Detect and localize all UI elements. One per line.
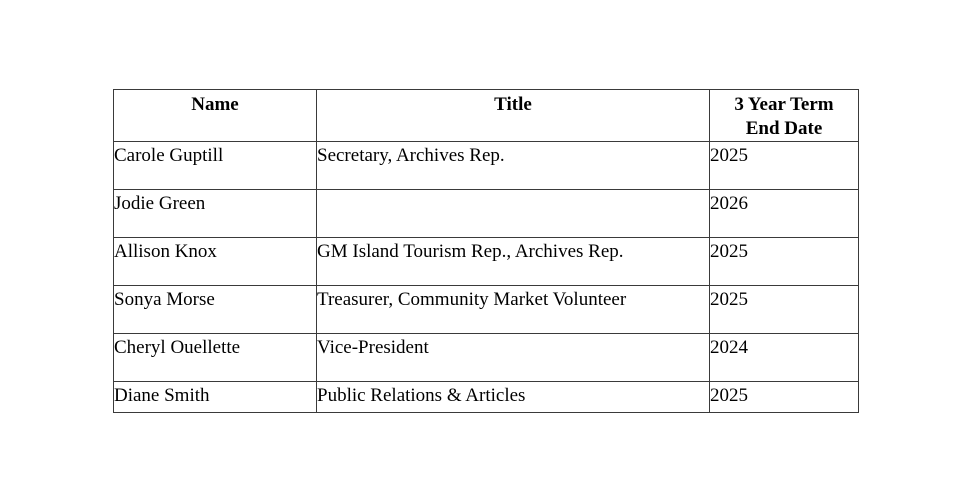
cell-name: Cheryl Ouellette (114, 334, 317, 382)
cell-end-date: 2025 (710, 286, 859, 334)
cell-title: Public Relations & Articles (317, 382, 710, 413)
header-term-line2: End Date (745, 118, 823, 139)
table-row (114, 286, 859, 334)
cell-title: Vice-President (317, 334, 710, 382)
cell-name: Carole Guptill (114, 142, 317, 190)
table-row (114, 238, 859, 286)
cell-title: GM Island Tourism Rep., Archives Rep. (317, 238, 710, 286)
cell-end-date: 2026 (710, 190, 859, 238)
table-row (114, 190, 859, 238)
cell-name: Sonya Morse (114, 286, 317, 334)
cell-title: Treasurer, Community Market Volunteer (317, 286, 710, 334)
board-members-table (113, 89, 859, 413)
header-name: Name (114, 90, 317, 142)
table-header-row (114, 90, 859, 142)
cell-end-date: 2025 (710, 382, 859, 413)
table-row (114, 142, 859, 190)
table-row (114, 334, 859, 382)
table-row (114, 382, 859, 413)
cell-title: Secretary, Archives Rep. (317, 142, 710, 190)
header-term-line1: 3 Year Term (734, 94, 834, 115)
cell-name: Allison Knox (114, 238, 317, 286)
cell-title (317, 190, 710, 238)
cell-name: Jodie Green (114, 190, 317, 238)
header-term-end-date (710, 90, 859, 142)
header-title: Title (317, 90, 710, 142)
cell-end-date: 2024 (710, 334, 859, 382)
cell-end-date: 2025 (710, 238, 859, 286)
cell-end-date: 2025 (710, 142, 859, 190)
cell-name: Diane Smith (114, 382, 317, 413)
